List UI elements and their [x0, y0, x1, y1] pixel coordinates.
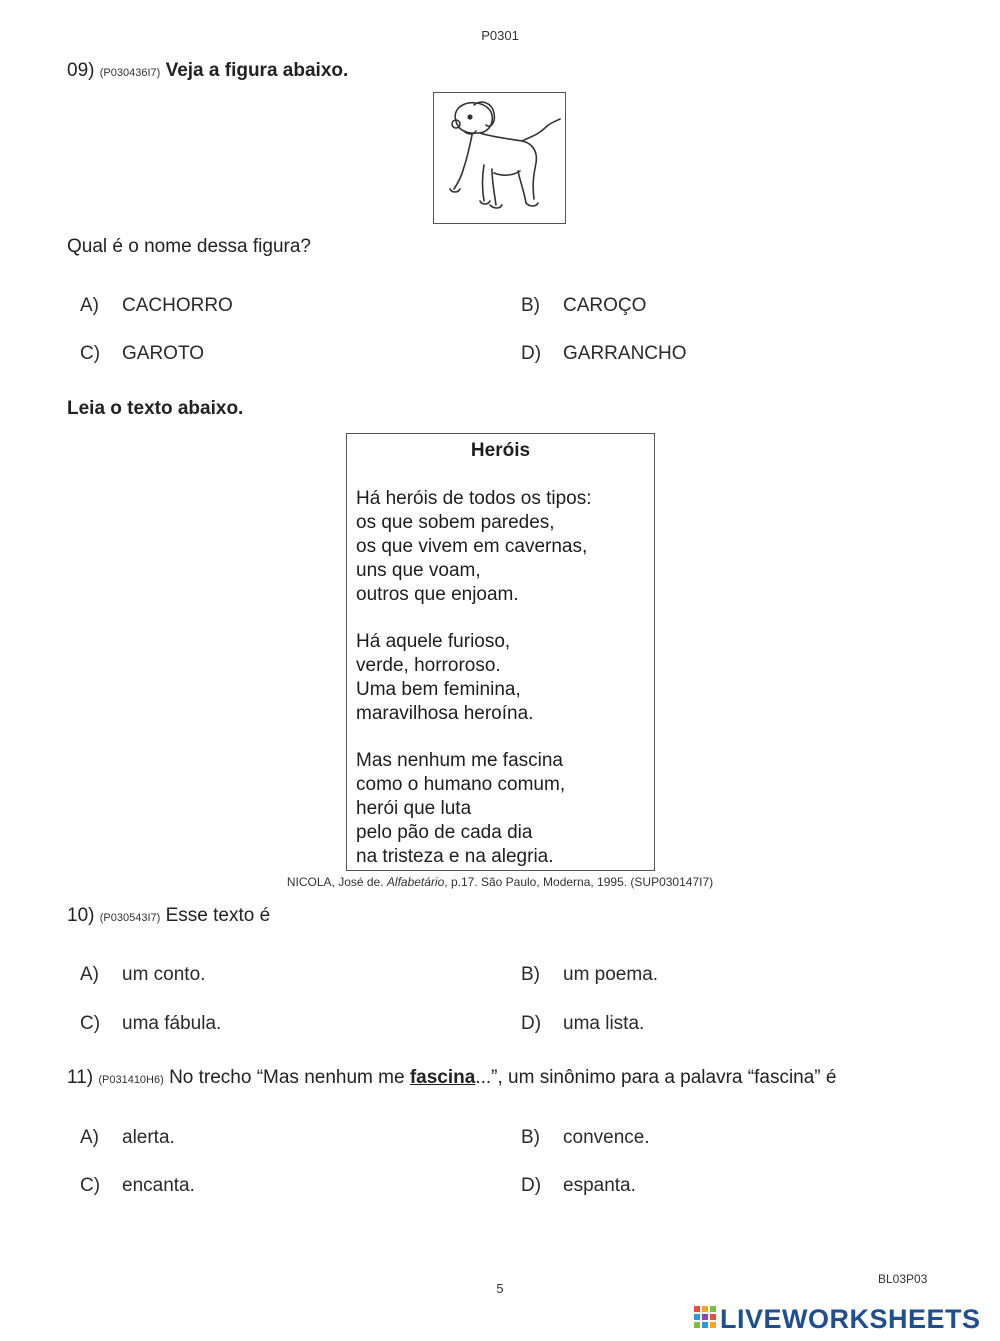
poem-line: pelo pão de cada dia: [356, 822, 533, 843]
option-letter: B): [521, 964, 540, 985]
dog-icon: [434, 93, 565, 223]
poem-line: Uma bem feminina,: [356, 679, 521, 700]
option-letter: A): [80, 1127, 99, 1148]
q10-option-c[interactable]: [80, 1013, 221, 1035]
liveworksheets-logo[interactable]: [694, 1303, 981, 1335]
poem-line: herói que luta: [356, 798, 472, 819]
poem-title: Heróis: [470, 440, 531, 461]
poem-line: outros que enjoam.: [356, 584, 519, 605]
q10-option-b[interactable]: [521, 964, 658, 986]
q11-option-d[interactable]: [521, 1175, 636, 1197]
option-text: uma fábula.: [122, 1013, 222, 1034]
header-code: P0301: [481, 28, 519, 43]
q11-option-c[interactable]: [80, 1175, 195, 1197]
q11-number: 11): [67, 1067, 94, 1088]
option-letter: C): [80, 1175, 101, 1196]
poem-line: Há aquele furioso,: [356, 631, 511, 652]
poem-line: uns que voam,: [356, 560, 481, 581]
poem-line: os que sobem paredes,: [356, 512, 555, 533]
q9-header: [67, 60, 348, 82]
poem-line: maravilhosa heroína.: [356, 703, 534, 724]
q11-question-pre: No trecho “Mas nenhum me: [169, 1067, 410, 1088]
poem-line: verde, horroroso.: [356, 655, 501, 676]
q9-option-d[interactable]: [521, 343, 687, 365]
option-letter: C): [80, 1013, 101, 1034]
option-letter: D): [521, 1175, 542, 1196]
option-text: CAROÇO: [563, 295, 647, 316]
option-letter: C): [80, 343, 101, 364]
poem-line: os que vivem em cavernas,: [356, 536, 588, 557]
q11-option-a[interactable]: [80, 1127, 175, 1149]
option-text: espanta.: [563, 1175, 636, 1196]
option-text: encanta.: [122, 1175, 195, 1196]
q9-number: 09): [67, 60, 95, 81]
q10-question: Esse texto é: [165, 905, 271, 926]
poem-line: na tristeza e na alegria.: [356, 846, 554, 867]
q9-option-b[interactable]: [521, 295, 646, 317]
q10-option-d[interactable]: [521, 1013, 644, 1035]
q11-question-post: ...”, um sinônimo para a palavra “fascina” é: [475, 1067, 837, 1088]
liveworksheets-logo-icon: [694, 1306, 716, 1332]
q11-keyword: fascina: [409, 1067, 476, 1088]
citation-work: Alfabetário: [386, 875, 445, 889]
q9-question: Qual é o nome dessa figura?: [67, 236, 311, 257]
poem-line: como o humano comum,: [356, 774, 566, 795]
option-letter: D): [521, 1013, 542, 1034]
q10-code: (P030543I7): [99, 912, 161, 924]
option-letter: A): [80, 295, 99, 316]
citation-rest: , p.17. São Paulo, Moderna, 1995. (SUP030147I7): [444, 875, 714, 889]
option-text: GAROTO: [122, 343, 204, 364]
option-text: alerta.: [122, 1127, 175, 1148]
dog-figure-frame: [433, 92, 566, 224]
option-text: CACHORRO: [122, 295, 233, 316]
q10-header: [67, 905, 270, 927]
option-text: uma lista.: [563, 1013, 645, 1034]
option-letter: B): [521, 1127, 540, 1148]
poem-citation: [0, 875, 1000, 889]
option-letter: D): [521, 343, 542, 364]
footer-code: BL03P03: [878, 1272, 928, 1286]
reading-instruction: Leia o texto abaixo.: [67, 398, 244, 419]
q11-code: (P031410H6): [98, 1074, 164, 1086]
q9-option-a[interactable]: [80, 295, 233, 317]
option-text: um conto.: [122, 964, 206, 985]
q9-instruction: Veja a figura abaixo.: [165, 60, 349, 81]
q10-number: 10): [67, 905, 95, 926]
option-text: GARRANCHO: [563, 343, 687, 364]
q11-option-b[interactable]: [521, 1127, 650, 1149]
option-letter: B): [521, 295, 540, 316]
option-letter: A): [80, 964, 99, 985]
option-text: convence.: [563, 1127, 650, 1148]
q9-code: (P030436I7): [99, 67, 161, 79]
poem-line: Mas nenhum me fascina: [356, 750, 563, 771]
page-number: 5: [496, 1281, 504, 1296]
logo-text: LIVEWORKSHEETS: [720, 1303, 981, 1334]
q11-header: [67, 1067, 836, 1089]
q10-option-a[interactable]: [80, 964, 205, 986]
q9-option-c[interactable]: [80, 343, 204, 365]
option-text: um poema.: [563, 964, 659, 985]
citation-author: NICOLA, José de.: [286, 875, 384, 889]
poem-line: Há heróis de todos os tipos:: [356, 488, 592, 509]
